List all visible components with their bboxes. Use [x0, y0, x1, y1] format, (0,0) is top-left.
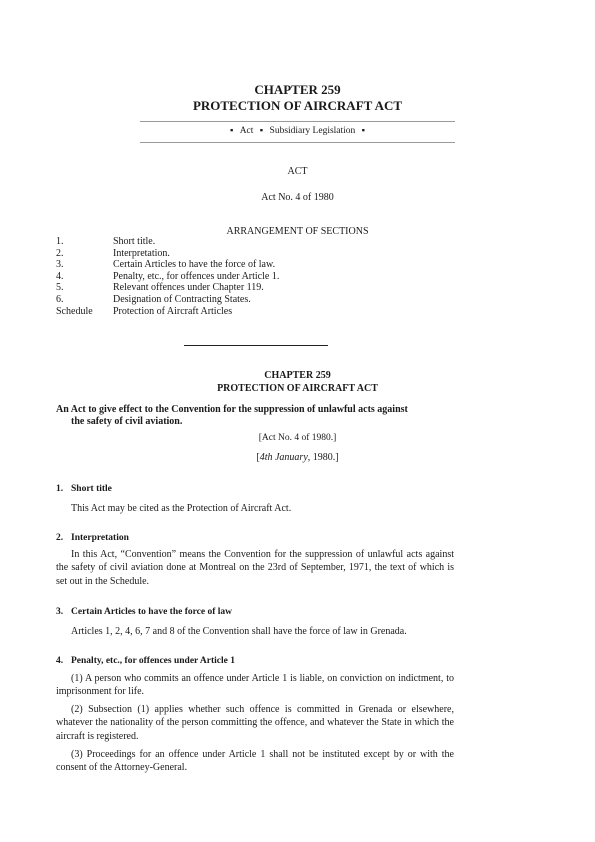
nav-link-act[interactable]: Act — [239, 126, 254, 136]
toc-title: Protection of Aircraft Articles — [113, 305, 233, 317]
section-heading — [56, 533, 129, 543]
section-number: 3. — [56, 607, 64, 617]
toc-title: Designation of Contracting States. — [113, 293, 251, 305]
section-title: Short title — [71, 484, 112, 494]
section-heading — [56, 484, 112, 494]
toc-number: 3. — [56, 259, 64, 271]
toc-title: Certain Articles to have the force of law. — [113, 259, 276, 271]
toc-title: Penalty, etc., for offences under Article 1. — [113, 270, 280, 282]
toc-title: Interpretation. — [113, 247, 170, 259]
body-title-heading: PROTECTION OF AIRCRAFT ACT — [217, 383, 378, 394]
arrangement-heading: ARRANGEMENT OF SECTIONS — [226, 226, 369, 237]
act-label: ACT — [287, 166, 308, 177]
subsection-2: (2) Subsection (1) applies whether such offence is committed in Grenada or elsewhere, whatever the nationality of the person committing the offence, and whatever the State in which the aircraft is registered. — [56, 704, 454, 742]
nav-separator: ▪ — [259, 126, 264, 136]
toc-number: 5. — [56, 282, 64, 294]
section-heading — [56, 656, 235, 666]
toc-row[interactable] — [56, 294, 456, 306]
commencement — [0, 452, 595, 463]
nav-separator: ▪ — [361, 126, 366, 136]
toc-row[interactable] — [56, 248, 456, 260]
toc-row[interactable] — [56, 236, 456, 248]
nav-separator: ▪ — [229, 126, 234, 136]
section-number: 1. — [56, 484, 64, 494]
section-text: Articles 1, 2, 4, 6, 7 and 8 of the Convention shall have the force of law in Grenada. — [71, 626, 407, 637]
section-title: Penalty, etc., for offences under Article 1 — [71, 656, 236, 666]
commencement-date: 4th January — [259, 452, 308, 463]
subsection-3: (3) Proceedings for an offence under Article 1 shall not be instituted except by or with the consent of the Attorney-General. — [56, 749, 454, 774]
long-title-line-1: An Act to give effect to the Convention for the suppression of unlawful acts against — [56, 404, 408, 415]
toc-number: 4. — [56, 270, 64, 282]
toc-number: 2. — [56, 247, 64, 259]
commencement-open: [ — [256, 452, 260, 463]
subsection-1: (1) A person who commits an offence under Article 1 is liable, on conviction on indictment, to imprisonment for life. — [56, 673, 454, 698]
toc-row[interactable] — [56, 259, 456, 271]
nav-rule-bottom — [140, 142, 455, 143]
toc-row[interactable] — [56, 271, 456, 283]
act-title-heading: PROTECTION OF AIRCRAFT ACT — [192, 98, 403, 113]
divider — [184, 345, 328, 346]
nav-link-subsidiary-legislation[interactable]: Subsidiary Legislation — [269, 126, 356, 136]
section-heading — [56, 607, 232, 617]
chapter-heading: CHAPTER 259 — [254, 82, 341, 97]
arrangement-of-sections — [56, 236, 456, 317]
nav-bar — [140, 126, 455, 136]
long-title-line-2: the safety of civil aviation. — [71, 416, 183, 427]
toc-row[interactable] — [56, 306, 456, 318]
section-title: Certain Articles to have the force of law — [71, 607, 233, 617]
act-reference: [Act No. 4 of 1980.] — [258, 433, 337, 443]
long-title — [56, 404, 456, 428]
toc-row[interactable] — [56, 282, 456, 294]
nav-rule-top — [140, 121, 455, 122]
toc-title: Relevant offences under Chapter 119. — [113, 282, 264, 294]
toc-number: Schedule — [56, 305, 93, 317]
act-number: Act No. 4 of 1980 — [261, 192, 334, 203]
commencement-year: , 1980.] — [307, 452, 339, 463]
section-title: Interpretation — [71, 533, 129, 543]
section-text: This Act may be cited as the Protection of Aircraft Act. — [71, 503, 292, 514]
body-chapter-heading: CHAPTER 259 — [264, 370, 331, 381]
toc-number: 1. — [56, 236, 64, 247]
toc-number: 6. — [56, 293, 64, 305]
toc-title: Short title. — [113, 236, 156, 247]
section-number: 2. — [56, 533, 64, 543]
section-number: 4. — [56, 656, 64, 666]
section-text: In this Act, “Convention” means the Convention for the suppression of unlawful acts against the safety of civil aviation done at Montreal on the 23rd of September, 1971, the text of which is set out in the Schedule. — [56, 549, 454, 587]
